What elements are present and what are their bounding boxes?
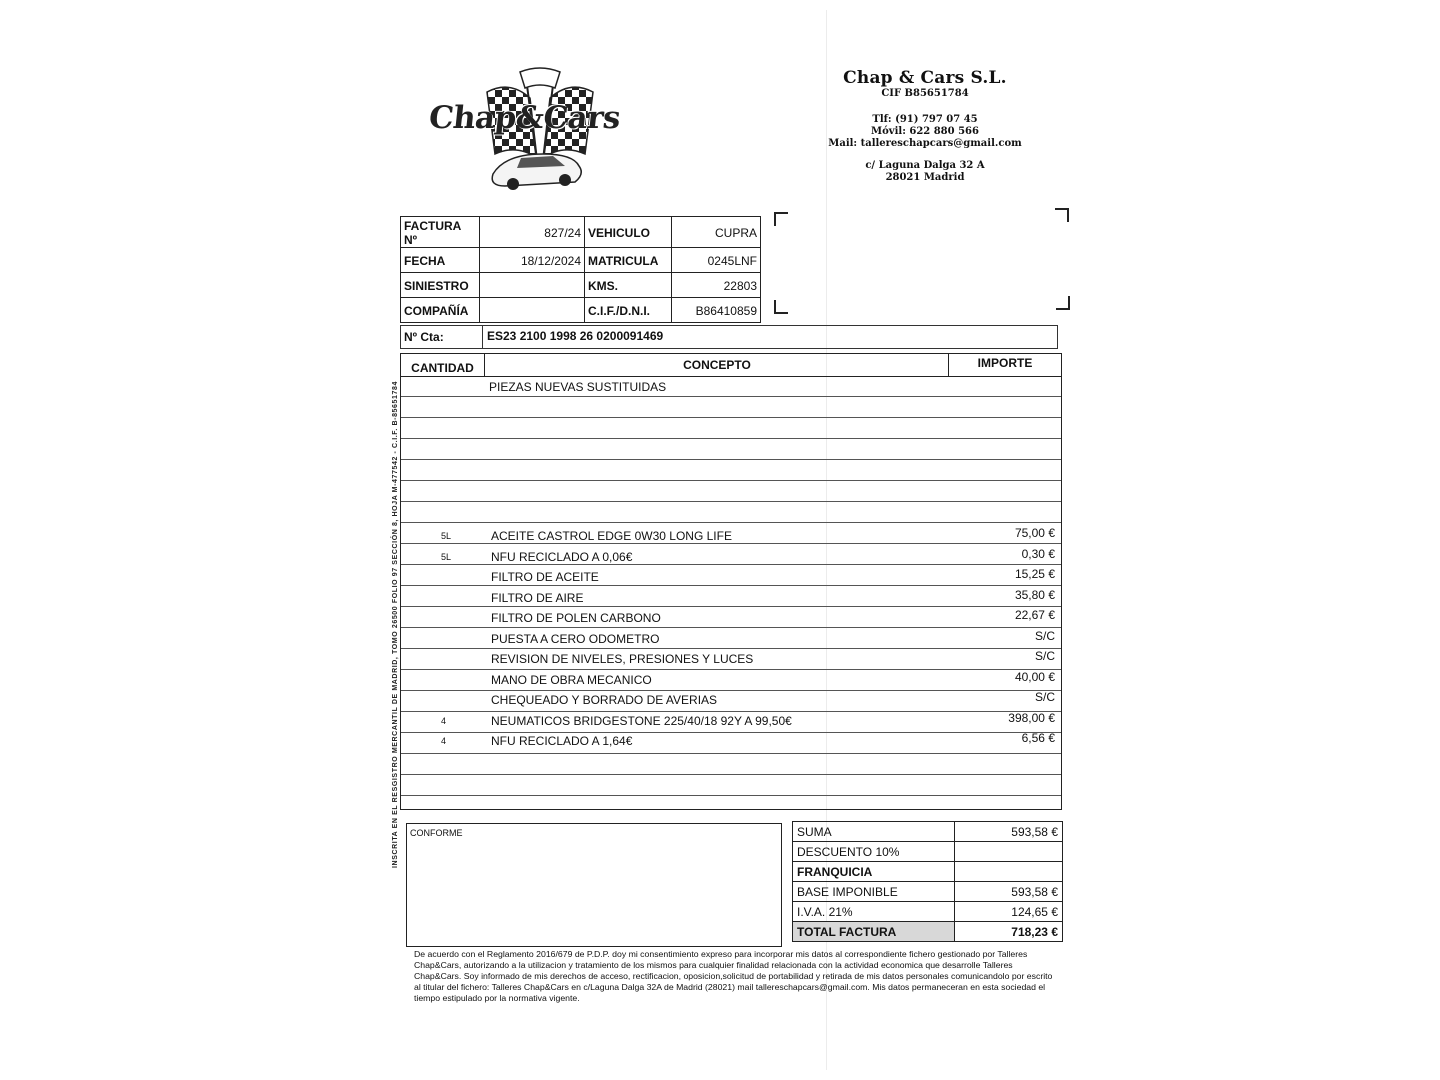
col-importe: IMPORTE — [977, 356, 1033, 370]
table-row — [401, 588, 1061, 608]
table-row — [401, 567, 1061, 587]
line-description: CHEQUEADO Y BORRADO DE AVERIAS — [491, 693, 718, 707]
col-concepto: CONCEPTO — [486, 354, 949, 376]
line-amount: 22,67 € — [1014, 608, 1055, 622]
table-rule-line — [401, 459, 1061, 460]
line-amount: 0,30 € — [1021, 546, 1055, 561]
line-description: FILTRO DE ACEITE — [491, 570, 599, 584]
cif-dni-value: B86410859 — [672, 298, 761, 323]
line-description: NEUMATICOS BRIDGESTONE 225/40/18 92Y A 99,50€ — [491, 713, 792, 728]
descuento-label: DESCUENTO 10% — [793, 842, 955, 862]
line-description: REVISION DE NIVELES, PRESIONES Y LUCES — [491, 652, 754, 666]
company-phone: Tlf: (91) 797 07 45 — [872, 114, 978, 125]
registry-text: INSCRITA EN EL RESGISTRO MERCANTIL DE MADRID, TOMO 26500 FOLIO 97 SECCIÓN 8, HOJA M-477542 - C.I.F. B-85651784 — [392, 380, 399, 868]
table-row — [401, 547, 1061, 567]
line-quantity: 4 — [441, 736, 447, 746]
company-email: Mail: tallereschapcars@gmail.com — [828, 138, 1022, 149]
table-rule-line — [401, 396, 1061, 397]
line-amount: 15,25 € — [1014, 567, 1055, 581]
conforme-box — [406, 823, 782, 947]
line-description: MANO DE OBRA MECANICO — [491, 672, 652, 687]
table-rule-line — [401, 522, 1061, 523]
envelope-window-corner — [1055, 208, 1069, 222]
base-imponible-value: 593,58 € — [955, 882, 1063, 902]
table-header — [401, 354, 1061, 377]
company-cif: CIF B85651784 — [881, 88, 969, 99]
table-rule-line — [401, 795, 1061, 796]
envelope-window-corner — [774, 212, 788, 226]
iva-value: 124,65 € — [955, 902, 1063, 922]
table-row — [401, 670, 1061, 690]
totals-table — [792, 821, 1063, 942]
kms-label: KMS. — [585, 273, 672, 298]
line-quantity: 4 — [441, 715, 447, 726]
kms-value: 22803 — [672, 273, 761, 298]
vehiculo-value: CUPRA — [672, 217, 761, 248]
table-rule-line — [401, 438, 1061, 439]
line-description: ACEITE CASTROL EDGE 0W30 LONG LIFE — [491, 529, 732, 543]
envelope-window-corner — [1056, 296, 1070, 310]
table-rule-line — [401, 774, 1061, 775]
line-amount: 40,00 € — [1014, 669, 1055, 684]
descuento-value — [955, 842, 1063, 862]
company-address-street: c/ Laguna Dalga 32 A — [865, 160, 985, 171]
base-imponible-label: BASE IMPONIBLE — [793, 882, 955, 902]
line-description: FILTRO DE AIRE — [491, 590, 584, 605]
company-mobile: Móvil: 622 880 566 — [871, 126, 979, 137]
company-name: Chap & Cars S.L. — [843, 68, 1007, 88]
table-row — [401, 731, 1061, 751]
line-amount: 6,56 € — [1021, 731, 1055, 745]
line-description: NFU RECICLADO A 1,64€ — [491, 734, 633, 748]
suma-value: 593,58 € — [955, 822, 1063, 842]
line-amount: S/C — [1034, 628, 1055, 643]
total-factura-value: 718,23 € — [955, 922, 1063, 942]
table-row — [401, 629, 1061, 649]
line-description: PUESTA A CERO ODOMETRO — [491, 631, 660, 646]
matricula-value: 0245LNF — [672, 248, 761, 273]
matricula-label: MATRICULA — [585, 248, 672, 273]
table-row — [401, 649, 1061, 669]
invoice-lines-table — [400, 353, 1062, 810]
compania-value — [480, 298, 585, 323]
account-label: Nº Cta: — [401, 326, 483, 348]
table-rule-line — [401, 417, 1061, 418]
logo-wordmark: Chap&Cars — [427, 100, 622, 136]
siniestro-value — [480, 273, 585, 298]
envelope-window-corner — [774, 300, 788, 314]
line-description: FILTRO DE POLEN CARBONO — [491, 611, 661, 625]
table-rule-line — [401, 753, 1061, 754]
siniestro-label: SINIESTRO — [401, 273, 480, 298]
conforme-label: CONFORME — [410, 828, 463, 838]
line-amount: 398,00 € — [1008, 710, 1055, 725]
line-amount: S/C — [1034, 690, 1055, 704]
suma-label: SUMA — [793, 822, 955, 842]
iva-label: I.V.A. 21% — [793, 902, 955, 922]
line-amount: 35,80 € — [1014, 587, 1055, 602]
fecha-label: FECHA — [401, 248, 480, 273]
company-header — [800, 68, 1050, 184]
section-title: PIEZAS NUEVAS SUSTITUIDAS — [489, 380, 667, 394]
line-amount: S/C — [1034, 649, 1055, 663]
table-rule-line — [401, 501, 1061, 502]
table-rule-line — [401, 480, 1061, 481]
compania-label: COMPAÑÍA — [401, 298, 480, 323]
line-description: NFU RECICLADO A 0,06€ — [491, 549, 633, 564]
total-factura-label: TOTAL FACTURA — [793, 922, 955, 942]
line-quantity: 5L — [441, 531, 452, 541]
line-quantity: 5L — [441, 551, 452, 562]
table-row — [401, 526, 1061, 546]
vehiculo-label: VEHICULO — [585, 217, 672, 248]
account-number: ES23 2100 1998 26 0200091469 — [487, 329, 664, 343]
table-row — [401, 711, 1061, 731]
table-row — [401, 608, 1061, 628]
franquicia-label: FRANQUICIA — [793, 862, 955, 882]
line-amount: 75,00 € — [1014, 526, 1055, 540]
data-protection-notice: De acuerdo con el Reglamento 2016/679 de P.D.P. doy mi consentimiento expreso para incorporar mis datos al correspondiente fichero gestionado por Talleres Chap&Cars, autorizando a la utilizacion y tratamiento de los mismos para cualquier finalidad relacionada con la actividad economica que desarrolle Talleres Chap&Cars. Soy informado de mis derechos de acceso, rectificacion, oposicion,solicitud de portabilidad y retirada de mis datos personales comunicandolo por escrito al titular del fichero: Talleres Chap&Cars en c/Laguna Dalga 32A de Madrid (28021) mail tallereschapcars@gmail.com. Mis datos permaneceran en esta sociedad el tiempo estipulado por la normativa vigente. — [414, 949, 1053, 1003]
bank-account-row — [400, 325, 1058, 349]
fecha-value: 18/12/2024 — [480, 248, 585, 273]
col-cantidad: CANTIDAD — [401, 354, 485, 376]
invoice-info-table — [400, 216, 761, 323]
cif-dni-label: C.I.F./D.N.I. — [585, 298, 672, 323]
franquicia-value — [955, 862, 1063, 882]
factura-value: 827/24 — [480, 217, 585, 248]
company-logo — [425, 62, 655, 197]
factura-label: FACTURA Nº — [401, 217, 480, 248]
table-row — [401, 690, 1061, 710]
company-address-city: 28021 Madrid — [885, 172, 965, 183]
